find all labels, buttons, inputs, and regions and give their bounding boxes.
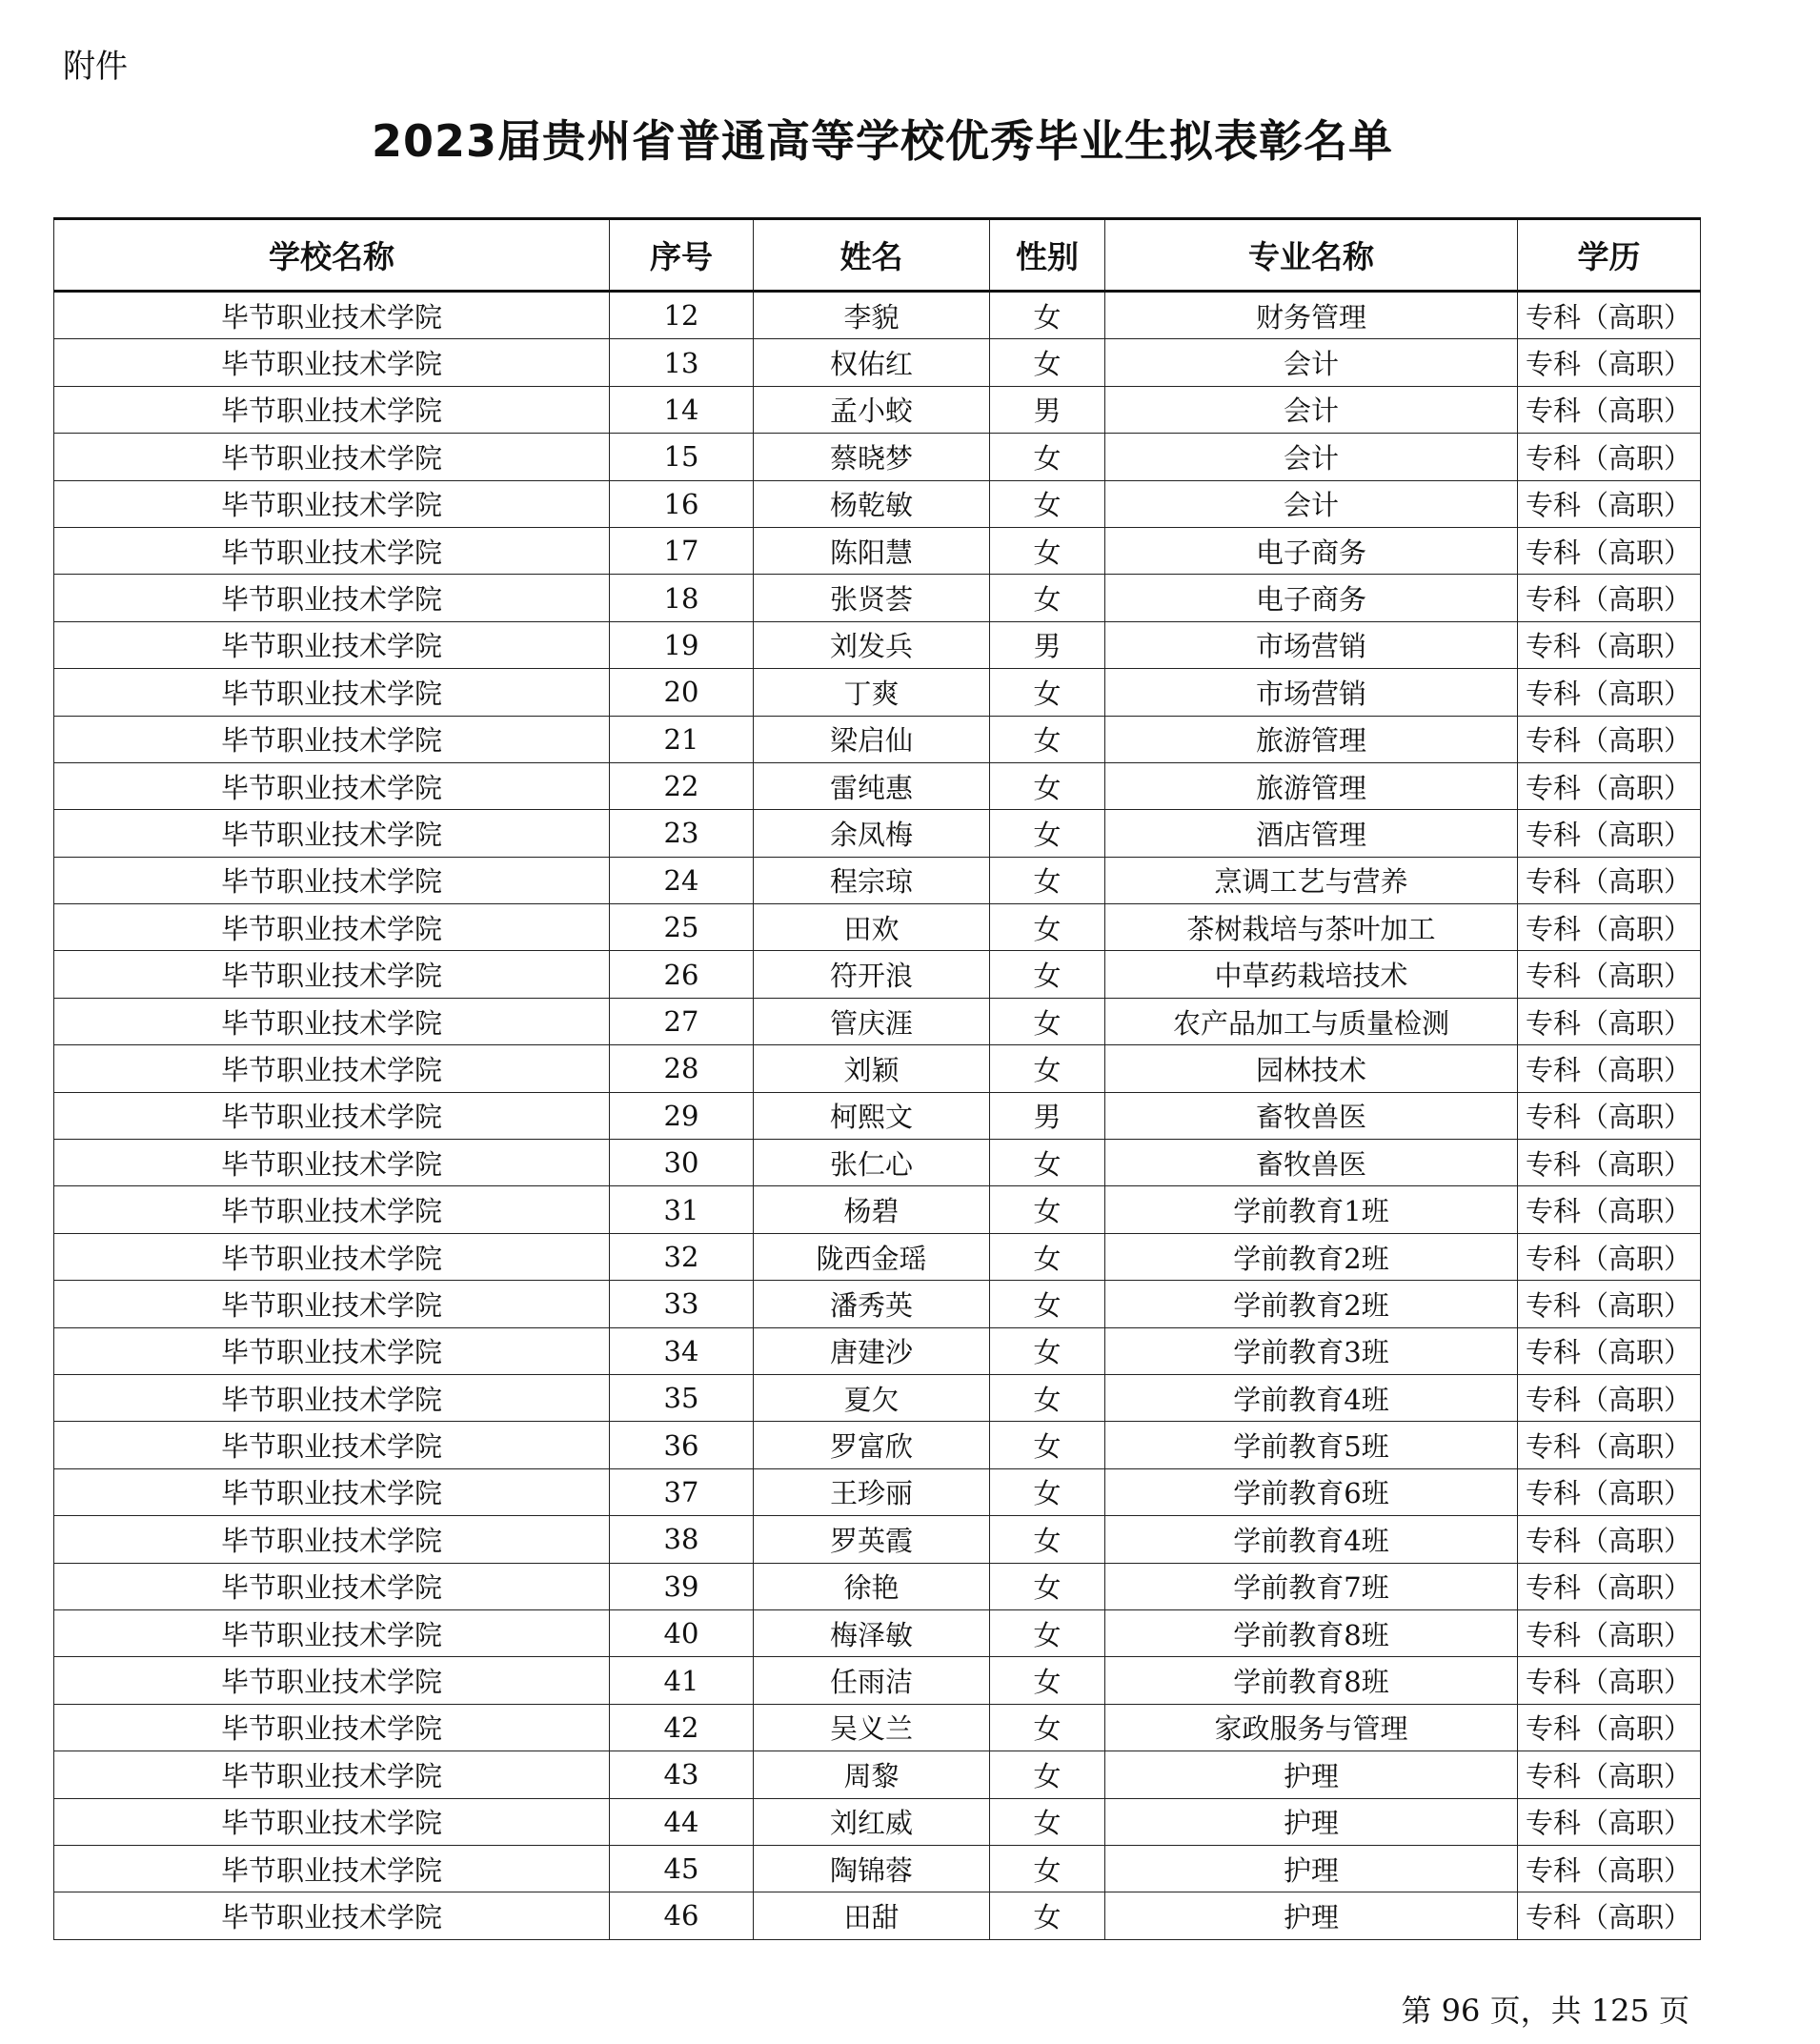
gender-cell: 女 — [990, 1281, 1105, 1327]
seq-cell: 38 — [610, 1516, 754, 1563]
header-seq: 序号 — [610, 219, 754, 292]
name-cell: 刘颖 — [754, 1045, 990, 1092]
table-row — [54, 1751, 1701, 1798]
name-cell: 符开浪 — [754, 951, 990, 998]
table-row — [54, 762, 1701, 809]
degree-cell: 专科（高职） — [1518, 1374, 1701, 1421]
name-cell: 张贤荟 — [754, 575, 990, 621]
table-row — [54, 1092, 1701, 1139]
gender-cell: 女 — [990, 1892, 1105, 1939]
seq-cell: 32 — [610, 1233, 754, 1280]
gender-cell: 女 — [990, 857, 1105, 903]
major-cell: 学前教育8班 — [1105, 1657, 1518, 1704]
table-row — [54, 480, 1701, 527]
degree-cell: 专科（高职） — [1518, 762, 1701, 809]
table-header-row — [54, 219, 1701, 292]
degree-cell: 专科（高职） — [1518, 1186, 1701, 1233]
gender-cell: 女 — [990, 339, 1105, 386]
name-cell: 王珍丽 — [754, 1468, 990, 1515]
name-cell: 陶锦蓉 — [754, 1845, 990, 1892]
name-cell: 田欢 — [754, 904, 990, 951]
degree-cell: 专科（高职） — [1518, 386, 1701, 433]
degree-cell: 专科（高职） — [1518, 434, 1701, 480]
major-cell: 酒店管理 — [1105, 810, 1518, 857]
table-row — [54, 1374, 1701, 1421]
gender-cell: 女 — [990, 810, 1105, 857]
table-row — [54, 1186, 1701, 1233]
header-major: 专业名称 — [1105, 219, 1518, 292]
table-row — [54, 857, 1701, 903]
name-cell: 罗英霞 — [754, 1516, 990, 1563]
degree-cell: 专科（高职） — [1518, 1327, 1701, 1374]
gender-cell: 男 — [990, 621, 1105, 668]
gender-cell: 女 — [990, 1140, 1105, 1186]
gender-cell: 女 — [990, 1751, 1105, 1798]
table-row — [54, 434, 1701, 480]
degree-cell: 专科（高职） — [1518, 1845, 1701, 1892]
gender-cell: 女 — [990, 1374, 1105, 1421]
degree-cell: 专科（高职） — [1518, 575, 1701, 621]
school-cell: 毕节职业技术学院 — [54, 1657, 610, 1704]
school-cell: 毕节职业技术学院 — [54, 575, 610, 621]
degree-cell: 专科（高职） — [1518, 1140, 1701, 1186]
major-cell: 市场营销 — [1105, 669, 1518, 716]
seq-cell: 43 — [610, 1751, 754, 1798]
table-row — [54, 1468, 1701, 1515]
gender-cell: 女 — [990, 292, 1105, 339]
school-cell: 毕节职业技术学院 — [54, 904, 610, 951]
school-cell: 毕节职业技术学院 — [54, 527, 610, 574]
seq-cell: 40 — [610, 1609, 754, 1656]
gender-cell: 男 — [990, 1092, 1105, 1139]
seq-cell: 22 — [610, 762, 754, 809]
school-cell: 毕节职业技术学院 — [54, 1374, 610, 1421]
gender-cell: 女 — [990, 480, 1105, 527]
table-row — [54, 951, 1701, 998]
degree-cell: 专科（高职） — [1518, 339, 1701, 386]
header-name: 姓名 — [754, 219, 990, 292]
school-cell: 毕节职业技术学院 — [54, 810, 610, 857]
gender-cell: 女 — [990, 1563, 1105, 1609]
seq-cell: 33 — [610, 1281, 754, 1327]
header-gender: 性别 — [990, 219, 1105, 292]
seq-cell: 34 — [610, 1327, 754, 1374]
table-row — [54, 810, 1701, 857]
school-cell: 毕节职业技术学院 — [54, 1281, 610, 1327]
seq-cell: 12 — [610, 292, 754, 339]
table-row — [54, 1422, 1701, 1468]
major-cell: 电子商务 — [1105, 575, 1518, 621]
table-row — [54, 1892, 1701, 1939]
major-cell: 畜牧兽医 — [1105, 1092, 1518, 1139]
major-cell: 学前教育4班 — [1105, 1374, 1518, 1421]
header-school: 学校名称 — [54, 219, 610, 292]
degree-cell: 专科（高职） — [1518, 1609, 1701, 1656]
degree-cell: 专科（高职） — [1518, 1092, 1701, 1139]
degree-cell: 专科（高职） — [1518, 716, 1701, 762]
major-cell: 会计 — [1105, 434, 1518, 480]
gender-cell: 女 — [990, 951, 1105, 998]
degree-cell: 专科（高职） — [1518, 1281, 1701, 1327]
table-row — [54, 1609, 1701, 1656]
seq-cell: 23 — [610, 810, 754, 857]
name-cell: 张仁心 — [754, 1140, 990, 1186]
name-cell: 田甜 — [754, 1892, 990, 1939]
school-cell: 毕节职业技术学院 — [54, 1751, 610, 1798]
major-cell: 学前教育2班 — [1105, 1281, 1518, 1327]
name-cell: 潘秀英 — [754, 1281, 990, 1327]
name-cell: 程宗琼 — [754, 857, 990, 903]
seq-cell: 19 — [610, 621, 754, 668]
name-cell: 孟小蛟 — [754, 386, 990, 433]
table-row — [54, 1516, 1701, 1563]
seq-cell: 24 — [610, 857, 754, 903]
major-cell: 园林技术 — [1105, 1045, 1518, 1092]
gender-cell: 女 — [990, 1704, 1105, 1751]
gender-cell: 女 — [990, 1186, 1105, 1233]
gender-cell: 女 — [990, 998, 1105, 1044]
name-cell: 夏欠 — [754, 1374, 990, 1421]
name-cell: 管庆涯 — [754, 998, 990, 1044]
major-cell: 护理 — [1105, 1845, 1518, 1892]
school-cell: 毕节职业技术学院 — [54, 1045, 610, 1092]
gender-cell: 女 — [990, 762, 1105, 809]
seq-cell: 41 — [610, 1657, 754, 1704]
school-cell: 毕节职业技术学院 — [54, 1233, 610, 1280]
name-cell: 余凤梅 — [754, 810, 990, 857]
major-cell: 学前教育7班 — [1105, 1563, 1518, 1609]
gender-cell: 女 — [990, 575, 1105, 621]
name-cell: 刘发兵 — [754, 621, 990, 668]
table-row — [54, 1704, 1701, 1751]
seq-cell: 44 — [610, 1798, 754, 1845]
school-cell: 毕节职业技术学院 — [54, 339, 610, 386]
name-cell: 陈阳慧 — [754, 527, 990, 574]
major-cell: 会计 — [1105, 339, 1518, 386]
school-cell: 毕节职业技术学院 — [54, 621, 610, 668]
table-row — [54, 716, 1701, 762]
table-row — [54, 386, 1701, 433]
major-cell: 护理 — [1105, 1798, 1518, 1845]
degree-cell: 专科（高职） — [1518, 1045, 1701, 1092]
gender-cell: 女 — [990, 1609, 1105, 1656]
name-cell: 唐建沙 — [754, 1327, 990, 1374]
table-row — [54, 1657, 1701, 1704]
seq-cell: 17 — [610, 527, 754, 574]
degree-cell: 专科（高职） — [1518, 292, 1701, 339]
gender-cell: 女 — [990, 434, 1105, 480]
attachment-label: 附件 — [63, 48, 128, 86]
seq-cell: 29 — [610, 1092, 754, 1139]
degree-cell: 专科（高职） — [1518, 1468, 1701, 1515]
name-cell: 罗富欣 — [754, 1422, 990, 1468]
degree-cell: 专科（高职） — [1518, 1892, 1701, 1939]
degree-cell: 专科（高职） — [1518, 1704, 1701, 1751]
table-row — [54, 575, 1701, 621]
name-cell: 权佑红 — [754, 339, 990, 386]
seq-cell: 25 — [610, 904, 754, 951]
seq-cell: 16 — [610, 480, 754, 527]
degree-cell: 专科（高职） — [1518, 951, 1701, 998]
seq-cell: 35 — [610, 1374, 754, 1421]
table-row — [54, 339, 1701, 386]
table-row — [54, 998, 1701, 1044]
degree-cell: 专科（高职） — [1518, 1233, 1701, 1280]
name-cell: 蔡晓梦 — [754, 434, 990, 480]
school-cell: 毕节职业技术学院 — [54, 669, 610, 716]
school-cell: 毕节职业技术学院 — [54, 480, 610, 527]
name-cell: 梅泽敏 — [754, 1609, 990, 1656]
school-cell: 毕节职业技术学院 — [54, 1186, 610, 1233]
seq-cell: 39 — [610, 1563, 754, 1609]
name-cell: 杨乾敏 — [754, 480, 990, 527]
degree-cell: 专科（高职） — [1518, 480, 1701, 527]
school-cell: 毕节职业技术学院 — [54, 1092, 610, 1139]
page-title: 2023届贵州省普通高等学校优秀毕业生拟表彰名单 — [371, 115, 1394, 167]
major-cell: 旅游管理 — [1105, 716, 1518, 762]
seq-cell: 27 — [610, 998, 754, 1044]
gender-cell: 女 — [990, 904, 1105, 951]
degree-cell: 专科（高职） — [1518, 621, 1701, 668]
degree-cell: 专科（高职） — [1518, 810, 1701, 857]
name-cell: 任雨洁 — [754, 1657, 990, 1704]
school-cell: 毕节职业技术学院 — [54, 762, 610, 809]
degree-cell: 专科（高职） — [1518, 669, 1701, 716]
degree-cell: 专科（高职） — [1518, 998, 1701, 1044]
name-cell: 梁启仙 — [754, 716, 990, 762]
school-cell: 毕节职业技术学院 — [54, 1140, 610, 1186]
table-row — [54, 1563, 1701, 1609]
seq-cell: 31 — [610, 1186, 754, 1233]
name-cell: 刘红威 — [754, 1798, 990, 1845]
seq-cell: 42 — [610, 1704, 754, 1751]
name-cell: 杨碧 — [754, 1186, 990, 1233]
gender-cell: 女 — [990, 669, 1105, 716]
table-row — [54, 1798, 1701, 1845]
seq-cell: 15 — [610, 434, 754, 480]
table-row — [54, 1233, 1701, 1280]
school-cell: 毕节职业技术学院 — [54, 998, 610, 1044]
gender-cell: 女 — [990, 1045, 1105, 1092]
major-cell: 学前教育4班 — [1105, 1516, 1518, 1563]
table-row — [54, 1327, 1701, 1374]
school-cell: 毕节职业技术学院 — [54, 1422, 610, 1468]
table-row — [54, 292, 1701, 339]
table-row — [54, 1845, 1701, 1892]
gender-cell: 女 — [990, 1233, 1105, 1280]
seq-cell: 14 — [610, 386, 754, 433]
school-cell: 毕节职业技术学院 — [54, 386, 610, 433]
degree-cell: 专科（高职） — [1518, 1422, 1701, 1468]
name-cell: 柯熙文 — [754, 1092, 990, 1139]
school-cell: 毕节职业技术学院 — [54, 716, 610, 762]
school-cell: 毕节职业技术学院 — [54, 1563, 610, 1609]
seq-cell: 46 — [610, 1892, 754, 1939]
degree-cell: 专科（高职） — [1518, 1751, 1701, 1798]
gender-cell: 女 — [990, 1468, 1105, 1515]
gender-cell: 女 — [990, 1845, 1105, 1892]
school-cell: 毕节职业技术学院 — [54, 857, 610, 903]
name-cell: 雷纯惠 — [754, 762, 990, 809]
school-cell: 毕节职业技术学院 — [54, 434, 610, 480]
degree-cell: 专科（高职） — [1518, 1516, 1701, 1563]
seq-cell: 13 — [610, 339, 754, 386]
school-cell: 毕节职业技术学院 — [54, 1704, 610, 1751]
gender-cell: 女 — [990, 1422, 1105, 1468]
gender-cell: 女 — [990, 1657, 1105, 1704]
gender-cell: 男 — [990, 386, 1105, 433]
table-row — [54, 527, 1701, 574]
degree-cell: 专科（高职） — [1518, 857, 1701, 903]
seq-cell: 37 — [610, 1468, 754, 1515]
major-cell: 家政服务与管理 — [1105, 1704, 1518, 1751]
degree-cell: 专科（高职） — [1518, 527, 1701, 574]
degree-cell: 专科（高职） — [1518, 1657, 1701, 1704]
table-body — [54, 292, 1701, 1940]
seq-cell: 26 — [610, 951, 754, 998]
school-cell: 毕节职业技术学院 — [54, 1516, 610, 1563]
school-cell: 毕节职业技术学院 — [54, 1892, 610, 1939]
major-cell: 财务管理 — [1105, 292, 1518, 339]
seq-cell: 45 — [610, 1845, 754, 1892]
school-cell: 毕节职业技术学院 — [54, 1468, 610, 1515]
major-cell: 畜牧兽医 — [1105, 1140, 1518, 1186]
major-cell: 护理 — [1105, 1892, 1518, 1939]
name-cell: 陇西金瑶 — [754, 1233, 990, 1280]
seq-cell: 20 — [610, 669, 754, 716]
table-row — [54, 1045, 1701, 1092]
seq-cell: 18 — [610, 575, 754, 621]
name-cell: 周黎 — [754, 1751, 990, 1798]
gender-cell: 女 — [990, 1516, 1105, 1563]
degree-cell: 专科（高职） — [1518, 904, 1701, 951]
table-row — [54, 669, 1701, 716]
name-cell: 吴义兰 — [754, 1704, 990, 1751]
school-cell: 毕节职业技术学院 — [54, 1609, 610, 1656]
gender-cell: 女 — [990, 527, 1105, 574]
seq-cell: 36 — [610, 1422, 754, 1468]
degree-cell: 专科（高职） — [1518, 1798, 1701, 1845]
name-cell: 徐艳 — [754, 1563, 990, 1609]
school-cell: 毕节职业技术学院 — [54, 1798, 610, 1845]
major-cell: 学前教育2班 — [1105, 1233, 1518, 1280]
major-cell: 烹调工艺与营养 — [1105, 857, 1518, 903]
major-cell: 会计 — [1105, 386, 1518, 433]
school-cell: 毕节职业技术学院 — [54, 1327, 610, 1374]
major-cell: 学前教育5班 — [1105, 1422, 1518, 1468]
major-cell: 市场营销 — [1105, 621, 1518, 668]
gender-cell: 女 — [990, 1327, 1105, 1374]
major-cell: 学前教育6班 — [1105, 1468, 1518, 1515]
major-cell: 学前教育1班 — [1105, 1186, 1518, 1233]
major-cell: 会计 — [1105, 480, 1518, 527]
gender-cell: 女 — [990, 716, 1105, 762]
table-row — [54, 1140, 1701, 1186]
degree-cell: 专科（高职） — [1518, 1563, 1701, 1609]
table-row — [54, 1281, 1701, 1327]
seq-cell: 21 — [610, 716, 754, 762]
graduates-table — [53, 217, 1701, 1940]
seq-cell: 30 — [610, 1140, 754, 1186]
major-cell: 中草药栽培技术 — [1105, 951, 1518, 998]
school-cell: 毕节职业技术学院 — [54, 1845, 610, 1892]
seq-cell: 28 — [610, 1045, 754, 1092]
table-row — [54, 621, 1701, 668]
gender-cell: 女 — [990, 1798, 1105, 1845]
school-cell: 毕节职业技术学院 — [54, 292, 610, 339]
school-cell: 毕节职业技术学院 — [54, 951, 610, 998]
major-cell: 学前教育3班 — [1105, 1327, 1518, 1374]
name-cell: 丁爽 — [754, 669, 990, 716]
header-degree: 学历 — [1518, 219, 1701, 292]
page-footer: 第 96 页，共 125 页 — [1401, 1993, 1689, 2029]
table-row — [54, 904, 1701, 951]
name-cell: 李貌 — [754, 292, 990, 339]
major-cell: 茶树栽培与茶叶加工 — [1105, 904, 1518, 951]
major-cell: 旅游管理 — [1105, 762, 1518, 809]
major-cell: 农产品加工与质量检测 — [1105, 998, 1518, 1044]
major-cell: 电子商务 — [1105, 527, 1518, 574]
major-cell: 护理 — [1105, 1751, 1518, 1798]
major-cell: 学前教育8班 — [1105, 1609, 1518, 1656]
